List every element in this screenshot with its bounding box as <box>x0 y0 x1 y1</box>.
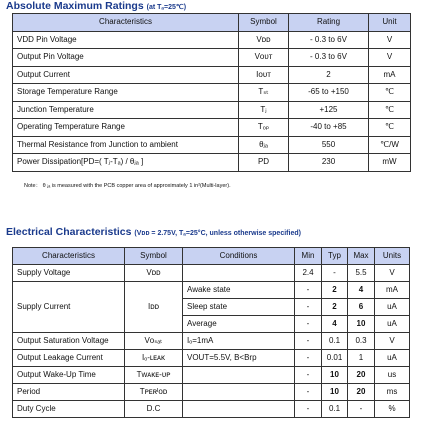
char-cell: Junction Temperature <box>13 101 239 119</box>
char-cell: Supply Current <box>13 282 125 333</box>
elec-char-subtitle: (Vᴅᴅ = 2.75V, Tₐ=25°C, unless otherwise specified) <box>134 230 301 237</box>
unit-cell: mW <box>369 154 411 172</box>
max-cell: 5.5 <box>348 265 375 282</box>
typ-cell: 10 <box>322 384 348 401</box>
min-cell: 2.4 <box>295 265 322 282</box>
table-row <box>13 66 411 84</box>
max-cell: - <box>348 401 375 418</box>
table-row <box>13 49 411 67</box>
units-cell: uA <box>375 350 410 367</box>
rating-cell: 2 <box>289 66 369 84</box>
max-cell: 0.3 <box>348 333 375 350</box>
char-cell: Output Pin Voltage <box>13 49 239 67</box>
table-row <box>13 154 411 172</box>
unit-cell: ℃ <box>369 119 411 137</box>
col-header-characteristics: Characteristics <box>13 248 125 265</box>
conditions-cell <box>183 367 295 384</box>
col-header-max: Max <box>348 248 375 265</box>
units-cell: uA <box>375 299 410 316</box>
rating-cell: - 0.3 to 6V <box>289 49 369 67</box>
unit-cell: ℃/W <box>369 136 411 154</box>
symbol-cell: Vᴅᴅ <box>239 31 289 49</box>
char-cell: Output Wake-Up Time <box>13 367 125 384</box>
max-cell: 20 <box>348 367 375 384</box>
elec-char-title-text: Electrical Characteristics <box>6 226 132 238</box>
symbol-cell: Tₛₜ <box>239 84 289 102</box>
char-cell: Operating Temperature Range <box>13 119 239 137</box>
unit-cell: ℃ <box>369 84 411 102</box>
abs-max-subtitle: (at Tₐ=25℃) <box>146 4 187 11</box>
min-cell: - <box>295 333 322 350</box>
char-cell: Output Leakage Current <box>13 350 125 367</box>
rating-cell: 550 <box>289 136 369 154</box>
char-cell: Duty Cycle <box>13 401 125 418</box>
symbol-cell: Vᴏₛₐₜ <box>125 333 183 350</box>
rating-cell: +125 <box>289 101 369 119</box>
rating-cell: -40 to +85 <box>289 119 369 137</box>
conditions-cell <box>183 384 295 401</box>
symbol-cell: Vᴅᴅ <box>125 265 183 282</box>
symbol-cell: Iₒ-ʟᴇᴀᴋ <box>125 350 183 367</box>
typ-cell: 2 <box>322 299 348 316</box>
char-cell: Output Saturation Voltage <box>13 333 125 350</box>
conditions-cell: Sleep state <box>183 299 295 316</box>
typ-cell: 0.01 <box>322 350 348 367</box>
max-cell: 20 <box>348 384 375 401</box>
rating-cell: 230 <box>289 154 369 172</box>
table-row <box>13 384 410 401</box>
typ-cell: 0.1 <box>322 401 348 418</box>
col-header-rating: Rating <box>289 14 369 32</box>
table-row <box>13 136 411 154</box>
units-cell: V <box>375 265 410 282</box>
units-cell: us <box>375 367 410 384</box>
elec-char-table <box>12 247 410 418</box>
units-cell: % <box>375 401 410 418</box>
thermal-note: Note： θ ⱼₐ is measured with the PCB copper area of approximately 1 in²(Multi-layer). <box>24 183 231 189</box>
units-cell: ms <box>375 384 410 401</box>
typ-cell: 0.1 <box>322 333 348 350</box>
rating-cell: -65 to +150 <box>289 84 369 102</box>
table-row <box>13 333 410 350</box>
col-header-symbol: Symbol <box>239 14 289 32</box>
min-cell: - <box>295 350 322 367</box>
conditions-cell <box>183 401 295 418</box>
col-header-conditions: Conditions <box>183 248 295 265</box>
min-cell: - <box>295 299 322 316</box>
conditions-cell: VOUT=5.5V, B<Brp <box>183 350 295 367</box>
unit-cell: V <box>369 49 411 67</box>
min-cell: - <box>295 316 322 333</box>
abs-max-title <box>6 0 186 12</box>
table-row <box>13 367 410 384</box>
char-cell: Period <box>13 384 125 401</box>
char-cell: Output Current <box>13 66 239 84</box>
max-cell: 4 <box>348 282 375 299</box>
char-cell: Storage Temperature Range <box>13 84 239 102</box>
table-row <box>13 350 410 367</box>
symbol-cell: Tᴡᴀᴋᴇ-ᴜᴘ <box>125 367 183 384</box>
unit-cell: mA <box>369 66 411 84</box>
min-cell: - <box>295 367 322 384</box>
conditions-cell: Awake state <box>183 282 295 299</box>
max-cell: 6 <box>348 299 375 316</box>
unit-cell: V <box>369 31 411 49</box>
units-cell: mA <box>375 282 410 299</box>
char-cell: Power Dissipation[PD=( Tⱼ-Tₐ) / θⱼₐ ] <box>13 154 239 172</box>
min-cell: - <box>295 384 322 401</box>
conditions-cell <box>183 265 295 282</box>
unit-cell: ℃ <box>369 101 411 119</box>
rating-cell: - 0.3 to 6V <box>289 31 369 49</box>
abs-max-header-row <box>13 14 411 32</box>
units-cell: uA <box>375 316 410 333</box>
max-cell: 10 <box>348 316 375 333</box>
col-header-min: Min <box>295 248 322 265</box>
symbol-cell: Vᴏᴜᴛ <box>239 49 289 67</box>
table-row <box>13 265 410 282</box>
table-row <box>13 282 410 299</box>
char-cell: Supply Voltage <box>13 265 125 282</box>
typ-cell: - <box>322 265 348 282</box>
typ-cell: 10 <box>322 367 348 384</box>
char-cell: VDD Pin Voltage <box>13 31 239 49</box>
symbol-cell: PD <box>239 154 289 172</box>
abs-max-table <box>12 13 411 172</box>
col-header-unit: Unit <box>369 14 411 32</box>
min-cell: - <box>295 282 322 299</box>
typ-cell: 2 <box>322 282 348 299</box>
symbol-cell: Iᴅᴅ <box>125 282 183 333</box>
table-row <box>13 84 411 102</box>
symbol-cell: Tᴘᴇʀᴵᴏᴅ <box>125 384 183 401</box>
abs-max-title-text: Absolute Maximum Ratings <box>6 0 144 12</box>
symbol-cell: θⱼₐ <box>239 136 289 154</box>
table-row <box>13 119 411 137</box>
col-header-characteristics: Characteristics <box>13 14 239 32</box>
table-row <box>13 101 411 119</box>
units-cell: V <box>375 333 410 350</box>
table-row <box>13 31 411 49</box>
symbol-cell: Iᴏᴜᴛ <box>239 66 289 84</box>
conditions-cell: Iₒ=1mA <box>183 333 295 350</box>
typ-cell: 4 <box>322 316 348 333</box>
table-row <box>13 401 410 418</box>
min-cell: - <box>295 401 322 418</box>
col-header-symbol: Symbol <box>125 248 183 265</box>
symbol-cell: Tₒₚ <box>239 119 289 137</box>
col-header-typ: Typ <box>322 248 348 265</box>
symbol-cell: Tⱼ <box>239 101 289 119</box>
symbol-cell: D.C <box>125 401 183 418</box>
char-cell: Thermal Resistance from Junction to ambient <box>13 136 239 154</box>
conditions-cell: Average <box>183 316 295 333</box>
max-cell: 1 <box>348 350 375 367</box>
col-header-units: Units <box>375 248 410 265</box>
elec-header-row <box>13 248 410 265</box>
elec-char-title <box>6 226 301 238</box>
